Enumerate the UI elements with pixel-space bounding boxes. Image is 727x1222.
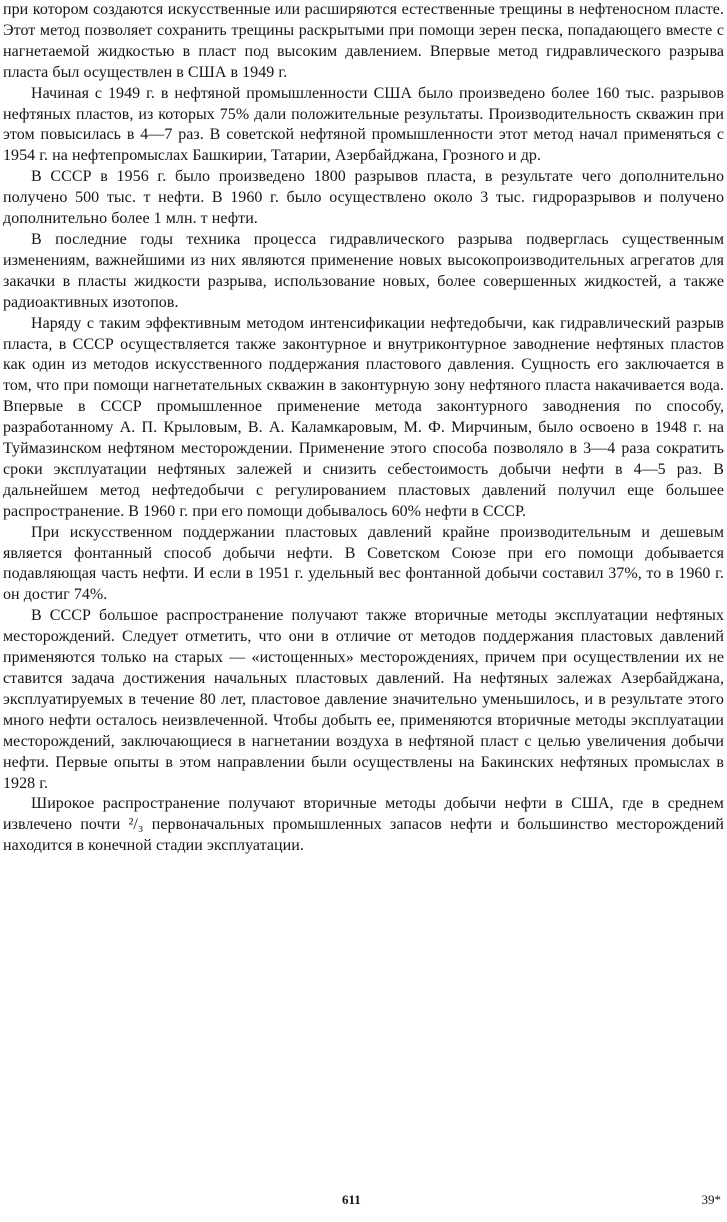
paragraph-8: Широкое распространение получают вторичные методы добычи нефти в США, где в среднем извлечено почти ²/₃ первоначальных промышленных запасов нефти и большинство месторождений находится в конечной стадии эксплуатации. [3, 795, 724, 855]
document-page [3, 0, 724, 857]
paragraph-6: При искусственном поддержании пластовых давлений крайне производительным и дешевым является фонтанный способ добычи нефти. В Советском Союзе при его помощи добывается подавляющая часть нефти. И если в 1951 г. удельный вес фонтанной добычи составил 37%, то в 1960 г. он достиг 74%. [3, 523, 724, 604]
paragraph-1: при котором создаются искусственные или расширяются естественные трещины в нефтеносном пласте. Этот метод позволяет сохранить трещины раскрытыми при помощи зерен песка, попадающего вместе с нагнетаемой жидкостью в пласт под высоким давлением. Впервые метод гидравлического разрыва пласта был осуществлен в США в 1949 г. [3, 1, 724, 81]
signature-mark: 39* [701, 1192, 721, 1207]
paragraph-4: В последние годы техника процесса гидравлического разрыва подверглась существенным изменениям, важнейшими из них являются применение новых высокопроизводительных агрегатов для закачки в пласты жидкости разрыва, использование новых, более совершенных жидкостей, а также радиоактивных изотопов. [3, 230, 724, 311]
page-number: 611 [342, 1192, 361, 1207]
paragraph-7: В СССР большое распространение получают также вторичные методы эксплуатации нефтяных месторождений. Следует отметить, что они в отличие от методов поддержания пластовых давлений применяются только на старых — «истощенных» месторождениях, причем при осуществлении их не ставится задача достижения начальных пластовых давлений. На нефтяных залежах Азербайджана, эксплуатируемых в течение 80 лет, пластовое давление значительно уменьшилось, и в результате этого много нефти осталось неизвлеченной. Чтобы добыть ее, применяются вторичные методы эксплуатации месторождений, заключающиеся в нагнетании воздуха в нефтяной пласт с целью увеличения добычи нефти. Первые опыты в этом направлении были осуществлены на Бакинских нефтяных промыслах в 1928 г. [3, 607, 724, 792]
paragraph-2: Начиная с 1949 г. в нефтяной промышленности США было произведено более 160 тыс. разрывов нефтяных пластов, из которых 75% дали положительные результаты. Производительность скважин при этом повысилась в 4—7 раз. В советской нефтяной промышленности этот метод начал применяться с 1954 г. на нефтепромыслах Башкирии, Татарии, Азербайджана, Грозного и др. [3, 84, 724, 165]
paragraph-3: В СССР в 1956 г. было произведено 1800 разрывов пласта, в результате чего дополнительно получено 500 тыс. т нефти. В 1960 г. было осуществлено около 3 тыс. гидроразрывов и получено дополнительно более 1 млн. т нефти. [3, 168, 724, 228]
paragraph-5: Наряду с таким эффективным методом интенсификации нефтедобычи, как гидравлический разрыв пласта, в СССР осуществляется также законтурное и внутриконтурное заводнение нефтяных пластов как один из методов искусственного поддержания пластового давления. Сущность его заключается в том, что при помощи нагнетательных скважин в законтурную зону нефтяного пласта накачивается вода. Впервые в СССР промышленное применение метода законтурного заводнения по способу, разработанному А. П. Крыловым, В. А. Каламкаровым, М. Ф. Мирчиным, было освоено в 1948 г. на Туймазинском нефтяном месторождении. Применение этого способа позволяло в 3—4 раза сократить сроки эксплуатации нефтяных залежей и снизить себестоимость добычи нефти в 4—5 раз. В дальнейшем метод нефтедобычи с регулированием пластовых давлений получил еще большее распространение. В 1960 г. при его помощи добывалось 60% нефти в СССР. [3, 314, 724, 520]
page-footer [0, 1192, 727, 1212]
